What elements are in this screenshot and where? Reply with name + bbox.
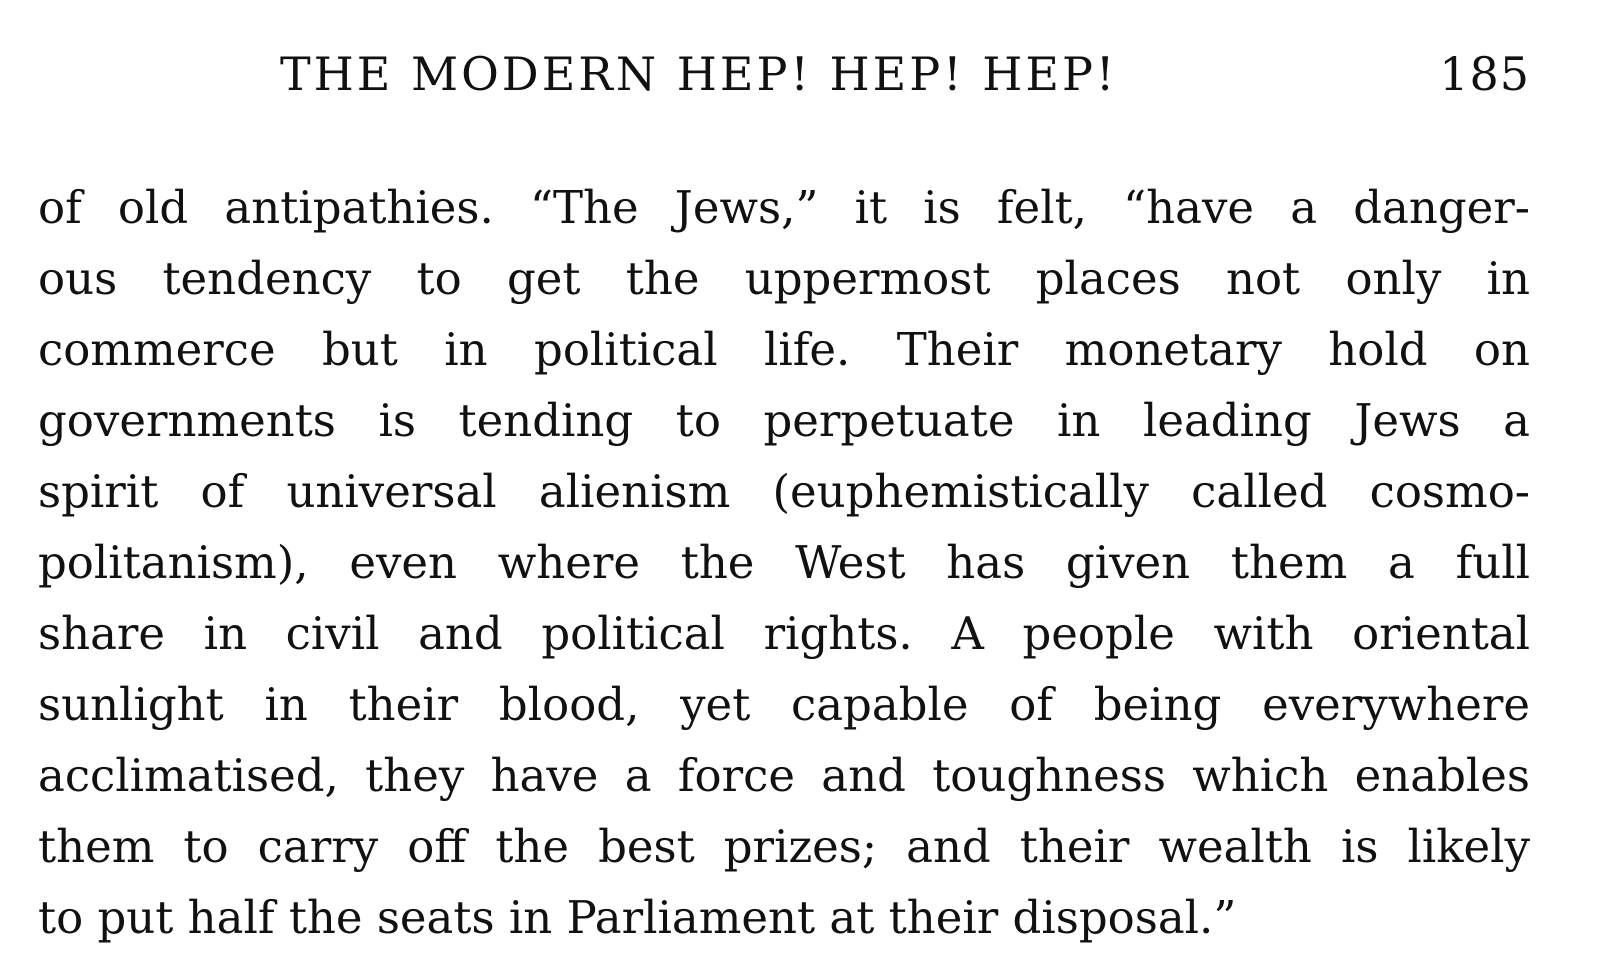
text-line: sunlight in their blood, yet capable of being everywhere bbox=[38, 678, 1530, 731]
text-line: acclimatised, they have a force and toughness which enables bbox=[38, 749, 1530, 802]
text-line: them to carry off the best prizes; and their wealth is likely bbox=[38, 820, 1530, 873]
page-number: 185 bbox=[1439, 47, 1530, 101]
body-paragraph bbox=[38, 172, 1530, 953]
text-line: ous tendency to get the uppermost places not only in bbox=[38, 252, 1530, 305]
running-title: THE MODERN HEP! HEP! HEP! bbox=[280, 47, 1118, 101]
text-line: share in civil and political rights. A people with oriental bbox=[38, 607, 1530, 660]
text-line: commerce but in political life. Their monetary hold on bbox=[38, 323, 1530, 376]
text-line: spirit of universal alienism (euphemistically called cosmo- bbox=[38, 465, 1530, 518]
text-line: governments is tending to perpetuate in leading Jews a bbox=[38, 394, 1530, 447]
text-line-last: to put half the seats in Parliament at their disposal.” bbox=[38, 891, 1237, 944]
running-head bbox=[280, 44, 1530, 104]
text-line: politanism), even where the West has given them a full bbox=[38, 536, 1530, 589]
text-line: of old antipathies. “The Jews,” it is felt, “have a danger- bbox=[38, 181, 1530, 234]
